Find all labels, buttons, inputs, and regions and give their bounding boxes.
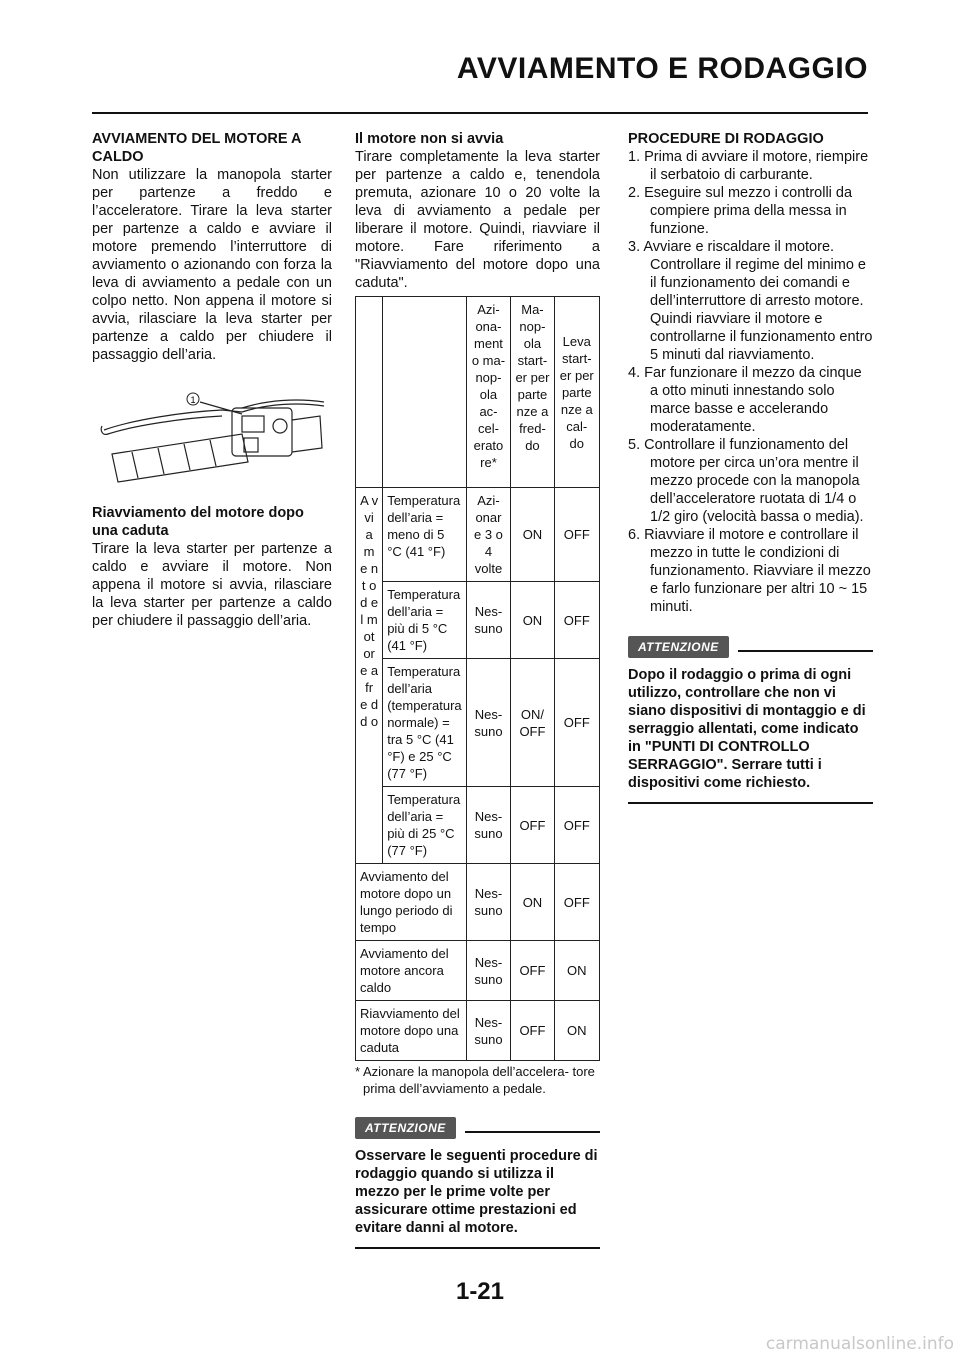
- table-row: [356, 1001, 600, 1061]
- table-cell: ON: [511, 582, 554, 659]
- list-item: 3. Avviare e riscaldare il motore. Controllare il regime del minimo e il funzionamento dei comandi e dell’interruttore di arresto motore. Quindi riavviare il motore e controllarne il funzionamento entro 5 minuti dal riavviamento.: [628, 239, 873, 363]
- table-header-cell: Leva start- er per parte nze a cal- do: [554, 297, 599, 488]
- table-row: [356, 941, 600, 1001]
- table-footnote: * Azionare la manopola dell’accelera- tore prima dell’avviamento a pedale.: [355, 1064, 595, 1096]
- table-cell: ON: [511, 488, 554, 582]
- watermark: carmanualsonline.info: [765, 1334, 954, 1354]
- table-row: [356, 659, 600, 787]
- handlebar-figure: [92, 386, 332, 486]
- table-cell: ON: [554, 941, 599, 1001]
- table-cell: Avviamento del motore dopo un lungo periodo di tempo: [356, 864, 467, 941]
- attention-badge: ATTENZIONE: [355, 1117, 456, 1139]
- column-left: [92, 130, 332, 630]
- table-cell: Temperatura dell’aria (temperatura normale) = tra 5 °C (41 °F) e 25 °C (77 °F): [383, 659, 466, 787]
- callout-number: 1: [190, 395, 196, 405]
- table-cell: Avviamento del motore ancora caldo: [356, 941, 467, 1001]
- section-text-no-start: Tirare completamente la leva starter per partenze a caldo e, tenendola premuta, azionare 10 o 20 volte la leva di avviamento a pedale per liberare il motore. Quindi, riavviare il motore. Fare riferimento a "Riavviamento del motore dopo una caduta".: [355, 149, 600, 291]
- table-cell: OFF: [511, 1001, 554, 1061]
- starting-conditions-table: [355, 296, 600, 1061]
- table-header-cell: Azi- ona- ment o ma- nop- ola ac- cel- erato re*: [466, 297, 511, 488]
- table-cell: Nes- suno: [466, 864, 511, 941]
- section-text-restart: Tirare la leva starter per partenze a caldo e avviare il motore. Non appena il motore si avvia, rilasciare la leva starter per partenze a caldo per chiudere il passaggio dell’aria.: [92, 541, 332, 629]
- table-header-cell: Ma- nop- ola start- er per parte nze a fred- do: [511, 297, 554, 488]
- list-item: 4. Far funzionare il mezzo da cinque a otto minuti innestando solo marce basse e accelerando moderatamente.: [628, 365, 862, 435]
- table-cell: ON: [511, 864, 554, 941]
- list-item: 5. Controllare il funzionamento del motore per circa un’ora mentre il mezzo procede con la manopola dell’acceleratore ruotata di 1/4 o 1/2 giro (velocità bassa o media).: [628, 437, 864, 525]
- table-cell: Temperatura dell’aria = meno di 5 °C (41 °F): [383, 488, 466, 582]
- table-cell: Nes- suno: [466, 1001, 511, 1061]
- table-cell: OFF: [554, 659, 599, 787]
- table-cell: Nes- suno: [466, 941, 511, 1001]
- table-cell: OFF: [554, 864, 599, 941]
- attention-rule: [465, 1131, 600, 1133]
- attention-text: Osservare le seguenti procedure di rodaggio quando si utilizza il mezzo per le prime volte per assicurare ottime prestazioni ed evitare danni al motore.: [355, 1147, 600, 1249]
- table-cell: OFF: [554, 787, 599, 864]
- handlebar-illustration: [92, 386, 332, 486]
- section-heading-no-start: Il motore non si avvia: [355, 131, 504, 147]
- section-heading-break-in: PROCEDURE DI RODAGGIO: [628, 131, 824, 147]
- break-in-steps: [628, 148, 873, 616]
- table-cell: Riavviamento del motore dopo una caduta: [356, 1001, 467, 1061]
- list-item: 2. Eseguire sul mezzo i controlli da compiere prima della messa in funzione.: [628, 185, 853, 237]
- table-group-label: A v vi a m e nt o d el m ot or e a fr e d d o: [356, 488, 383, 864]
- table-cell: Azi- onar e 3 o 4 volte: [466, 488, 511, 582]
- table-cell: Nes- suno: [466, 582, 511, 659]
- table-cell: Nes- suno: [466, 659, 511, 787]
- table-cell: Nes- suno: [466, 787, 511, 864]
- table-header-row: [356, 297, 600, 488]
- list-item: 1. Prima di avviare il motore, riempire il serbatoio di carburante.: [628, 149, 869, 183]
- attention-badge: ATTENZIONE: [628, 636, 729, 658]
- attention-box: [628, 636, 873, 804]
- section-heading-restart: Riavviamento del motore dopo una caduta: [92, 505, 304, 539]
- attention-box: [355, 1117, 600, 1249]
- table-cell: OFF: [511, 941, 554, 1001]
- section-text-hot-start: Non utilizzare la manopola starter per partenze a freddo e l’acceleratore. Tirare la leva starter per partenze a caldo e avviare il motore premendo l’interruttore di avviamento o azionando con forza la leva di avviamento a pedale con un colpo netto. Non appena il motore si avvia, rilasciare la leva starter per partenze a caldo per chiudere il passaggio dell’aria.: [92, 167, 332, 363]
- table-row: [356, 864, 600, 941]
- attention-rule: [738, 650, 873, 652]
- page-title: AVVIAMENTO E RODAGGIO: [456, 52, 868, 85]
- table-cell: Temperatura dell’aria = più di 5 °C (41 °F): [383, 582, 466, 659]
- title-rule: [92, 112, 868, 114]
- column-middle: [355, 130, 600, 1249]
- column-right: [628, 130, 873, 804]
- table-cell: ON: [554, 1001, 599, 1061]
- table-cell: ON/ OFF: [511, 659, 554, 787]
- table-row: [356, 787, 600, 864]
- attention-text: Dopo il rodaggio o prima di ogni utilizzo, controllare che non vi siano dispositivi di montaggio e di serraggio allentati, come indicato in "PUNTI DI CONTROLLO SERRAGGIO". Serrare tutti i dispositivi come richiesto.: [628, 666, 873, 804]
- table-row: [356, 488, 600, 582]
- table-cell: OFF: [554, 582, 599, 659]
- table-cell: Temperatura dell’aria = più di 25 °C (77 °F): [383, 787, 466, 864]
- table-row: [356, 582, 600, 659]
- table-cell: OFF: [511, 787, 554, 864]
- page-number: 1-21: [455, 1278, 505, 1305]
- list-item: 6. Riavviare il motore e controllare il mezzo in tutte le condizioni di funzionamento. Riavviare il mezzo e farlo funzionare per altri 10 ~ 15 minuti.: [628, 527, 871, 615]
- section-heading-hot-start: AVVIAMENTO DEL MOTORE A CALDO: [92, 131, 301, 165]
- table-cell: OFF: [554, 488, 599, 582]
